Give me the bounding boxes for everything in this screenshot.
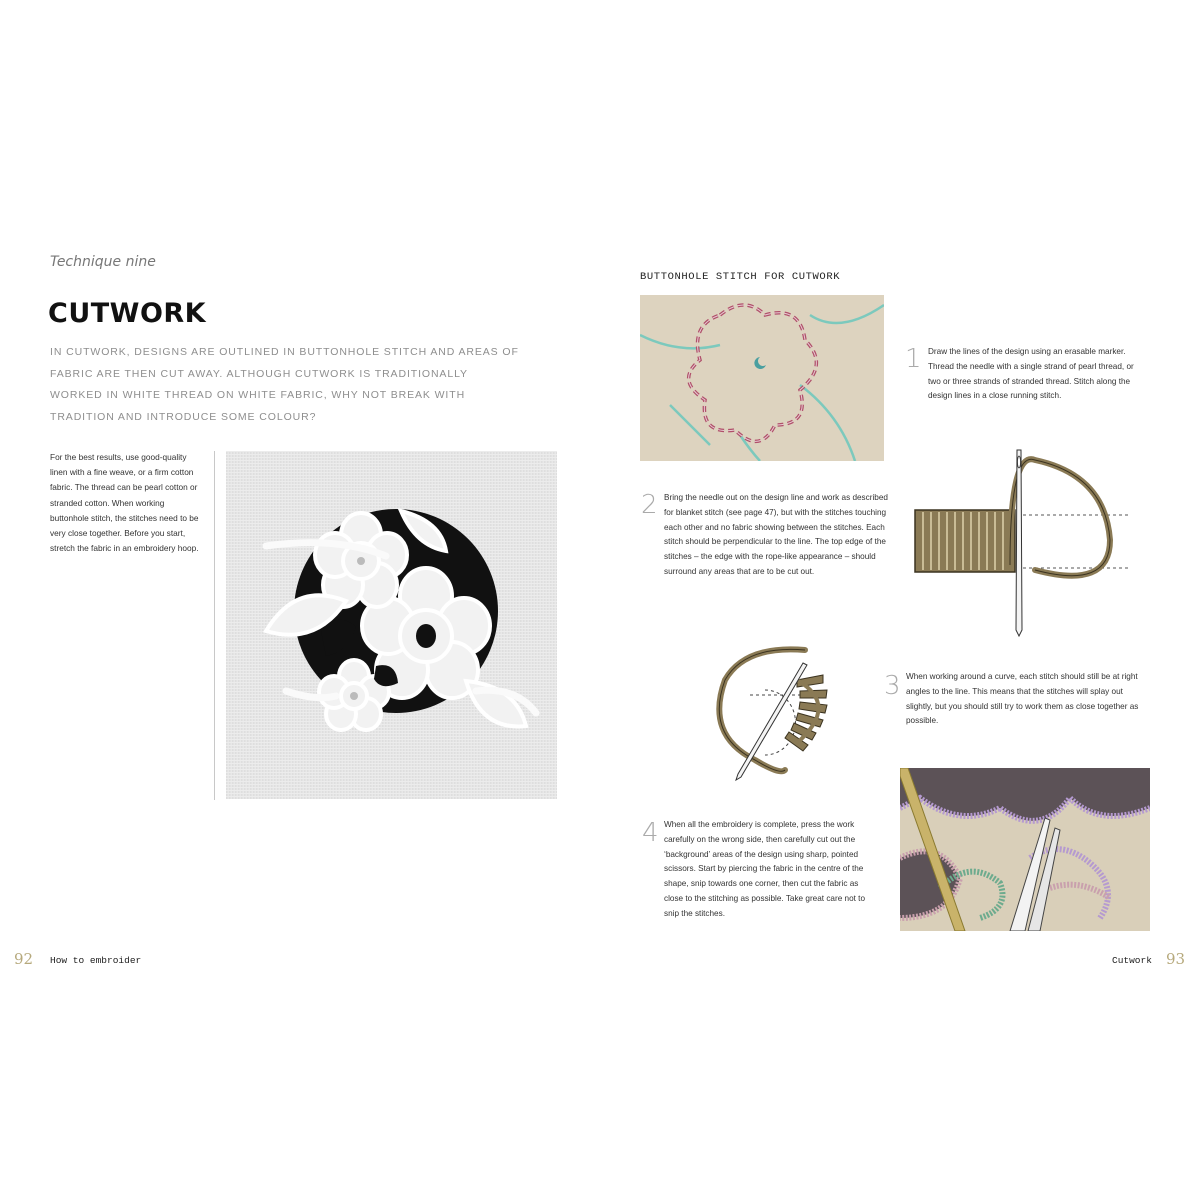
step-4-text: When all the embroidery is complete, press the work carefully on the wrong side, then carefully cut out the ‘background’ areas of the design using sharp, pointed scissors. Start by piercing the fabric in the centre of the shape, snip towards one corner, then cut the fabric as close to the stitching as possible. Take great care not to snip the stitches. <box>664 820 866 918</box>
step3-illustration <box>705 635 845 795</box>
running-head-right: Cutwork <box>1112 955 1152 966</box>
intro-paragraph: IN CUTWORK, DESIGNS ARE OUTLINED IN BUTTONHOLE STITCH AND AREAS OF FABRIC ARE THEN CUT AWAY. ALTHOUGH CUTWORK IS TRADITIONALLY WORKED IN WHITE THREAD ON WHITE FABRIC, WHY NOT BREAK WITH TRADITION AND INTRODUCE SOME COLOUR? <box>50 346 519 423</box>
step-3-number: 3 <box>884 671 901 701</box>
technique-kicker: Technique nine <box>50 254 156 270</box>
step-4-number: 4 <box>642 818 659 848</box>
step1-illustration <box>640 295 884 461</box>
cutwork-sample-photo <box>226 451 557 799</box>
page-title: CUTWORK <box>48 298 207 329</box>
page-number-left: 92 <box>14 950 34 968</box>
step-2-number: 2 <box>641 490 658 520</box>
step2-illustration <box>905 440 1130 640</box>
step-2-text: Bring the needle out on the design line and work as described for blanket stitch (see page 47), but with the stitches touching each other and no fabric showing between the stitches. Each stitch should be perpendicular to the line. The top edge of the stitches – the edge with the rope-like appearance – should surround any areas that are to be cut out. <box>664 493 888 576</box>
column-divider <box>214 451 215 800</box>
step-1-number: 1 <box>905 344 922 374</box>
step-3-text: When working around a curve, each stitch should still be at right angles to the line. This means that the stitches will splay out slightly, but you should still try to work them as close together as possible. <box>906 672 1139 726</box>
step-1-text: Draw the lines of the design using an erasable marker. Thread the needle with a single strand of pearl thread, or two or three strands of stranded thread. Stitch along the design lines in a close running stitch. <box>928 347 1134 401</box>
page-number-right: 93 <box>1166 950 1186 968</box>
step4-illustration <box>900 768 1150 931</box>
body-paragraph: For the best results, use good-quality linen with a fine weave, or a firm cotton fabric. The thread can be pearl cotton or stranded cotton. When working buttonhole stitch, the stitches need to be very close together. Before you start, stretch the fabric in an embroidery hoop. <box>50 452 199 554</box>
section-heading: BUTTONHOLE STITCH FOR CUTWORK <box>640 271 841 283</box>
running-head-left: How to embroider <box>50 955 142 966</box>
